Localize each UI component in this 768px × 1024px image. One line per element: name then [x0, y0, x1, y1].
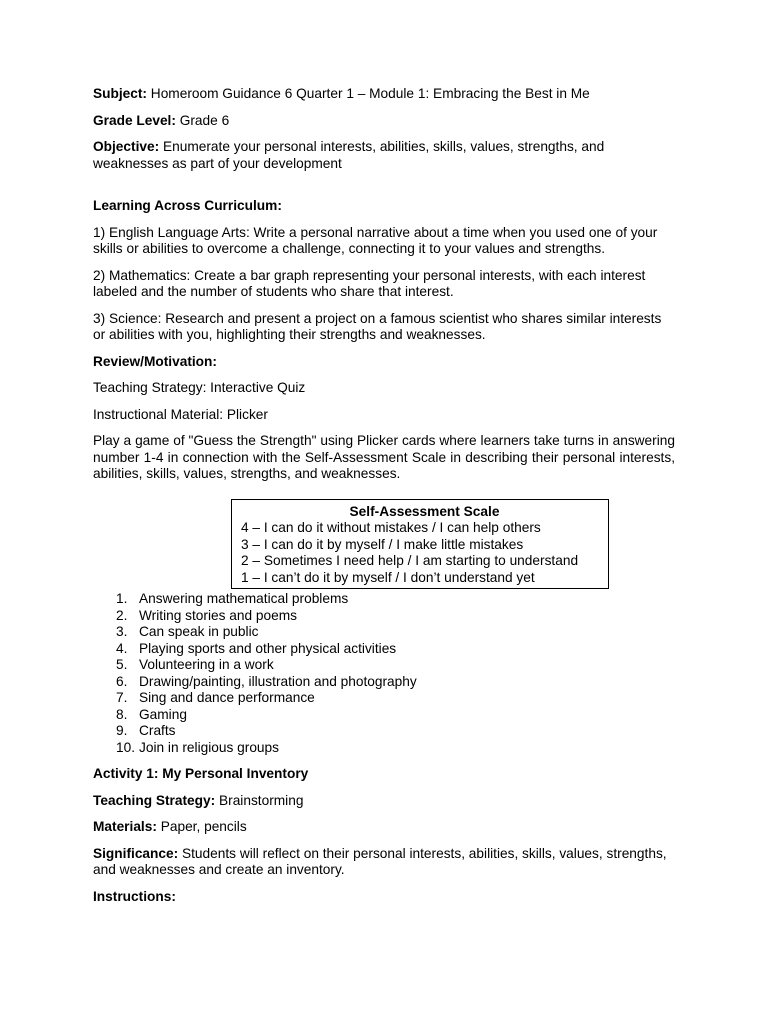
scale-title: Self-Assessment Scale: [349, 503, 500, 519]
activity-strategy-line: [93, 793, 675, 810]
activity-materials-value: Paper, pencils: [156, 819, 247, 834]
list-item-number: 5.: [116, 657, 128, 672]
list-item-text: Writing stories and poems: [139, 607, 297, 623]
curriculum-item-science: 3) Science: Research and present a project on a famous scientist who shares similar interests or abilities with you, highlighting their strengths and weaknesses.: [93, 310, 662, 342]
subject-label: Subject:: [93, 86, 147, 101]
list-item-text: Gaming: [139, 706, 187, 722]
activity-strategy-label: Teaching Strategy:: [93, 792, 216, 808]
scale-line-3: 3 – I can do it by myself / I make little mistakes: [241, 536, 524, 552]
scale-line-1: 1 – I can’t do it by myself / I don’t understand yet: [241, 569, 535, 585]
objective-value: Enumerate your personal interests, abilities, skills, values, strengths, and weaknesses as part of your development: [93, 139, 605, 171]
list-item: [93, 690, 675, 707]
strengths-list: [93, 591, 675, 756]
list-item: [93, 707, 675, 724]
document-page: [93, 86, 675, 905]
activity-significance-line: [93, 846, 675, 879]
list-item-number: 2.: [116, 607, 128, 623]
subject-line: [93, 86, 675, 103]
grade-value: Grade 6: [175, 112, 230, 128]
objective-line: [93, 139, 675, 172]
list-item-text: Crafts: [139, 723, 176, 738]
list-item: [93, 723, 675, 740]
list-item-number: 1.: [116, 591, 128, 606]
list-item-number: 3.: [116, 624, 128, 639]
self-assessment-scale-box: [231, 499, 609, 590]
list-item-number: 9.: [116, 723, 128, 738]
list-item-text: Can speak in public: [139, 624, 259, 639]
activity-materials-label: Materials:: [93, 819, 157, 834]
review-instructions: Play a game of "Guess the Strength" using Plicker cards where learners take turns in answering number 1-4 in connection with the Self-Assessment Scale in describing their personal interests, abilities, skills, values, strengths, and weaknesses.: [93, 433, 675, 481]
list-item: [93, 624, 675, 641]
list-item-text: Answering mathematical problems: [139, 591, 349, 606]
activity-significance-value: Students will reflect on their personal interests, abilities, skills, values, strengths, and weaknesses and create an inventory.: [93, 845, 667, 877]
list-item: [93, 591, 675, 608]
subject-value: Homeroom Guidance 6 Quarter 1 – Module 1: Embracing the Best in Me: [147, 86, 590, 101]
activity-significance-label: Significance:: [93, 845, 179, 861]
list-item: [93, 641, 675, 658]
review-strategy: Teaching Strategy: Interactive Quiz: [93, 380, 306, 395]
list-item-text: Drawing/painting, illustration and photography: [139, 673, 417, 689]
activity-heading: [93, 766, 675, 783]
curriculum-item-english: 1) English Language Arts: Write a personal narrative about a time when you used one of your skills or abilities to overcome a challenge, connecting it to your values and strengths.: [93, 224, 658, 256]
review-heading-text: Review/Motivation:: [93, 353, 217, 369]
curriculum-item-math: 2) Mathematics: Create a bar graph representing your personal interests, with each interest labeled and the number of students who share that interest.: [93, 267, 646, 299]
list-item-text: Volunteering in a work: [139, 657, 274, 672]
review-heading: [93, 354, 675, 371]
list-item-text: Join in religious groups: [139, 739, 279, 755]
curriculum-heading: [93, 198, 675, 215]
review-material: Instructional Material: Plicker: [93, 406, 268, 422]
activity-instructions-label: Instructions:: [93, 888, 176, 904]
list-item-number: 10.: [116, 739, 136, 755]
scale-line-2: 2 – Sometimes I need help / I am starting to understand: [241, 553, 579, 568]
list-item-text: Playing sports and other physical activities: [139, 640, 397, 656]
activity-strategy-value: Brainstorming: [215, 792, 304, 808]
objective-label: Objective:: [93, 139, 160, 154]
list-item: [93, 740, 675, 757]
list-item: [93, 657, 675, 674]
activity-instructions-line: [93, 889, 675, 906]
list-item-text: Sing and dance performance: [139, 690, 315, 705]
scale-line-4: 4 – I can do it without mistakes / I can help others: [241, 520, 541, 535]
activity-heading-text: Activity 1: My Personal Inventory: [93, 766, 309, 781]
list-item-number: 7.: [116, 690, 128, 705]
grade-line: [93, 113, 675, 130]
grade-label: Grade Level:: [93, 112, 176, 128]
curriculum-heading-text: Learning Across Curriculum:: [93, 198, 282, 213]
list-item-number: 8.: [116, 706, 128, 722]
list-item-number: 6.: [116, 673, 128, 689]
list-item: [93, 674, 675, 691]
list-item: [93, 608, 675, 625]
list-item-number: 4.: [116, 640, 128, 656]
activity-materials-line: [93, 819, 675, 836]
